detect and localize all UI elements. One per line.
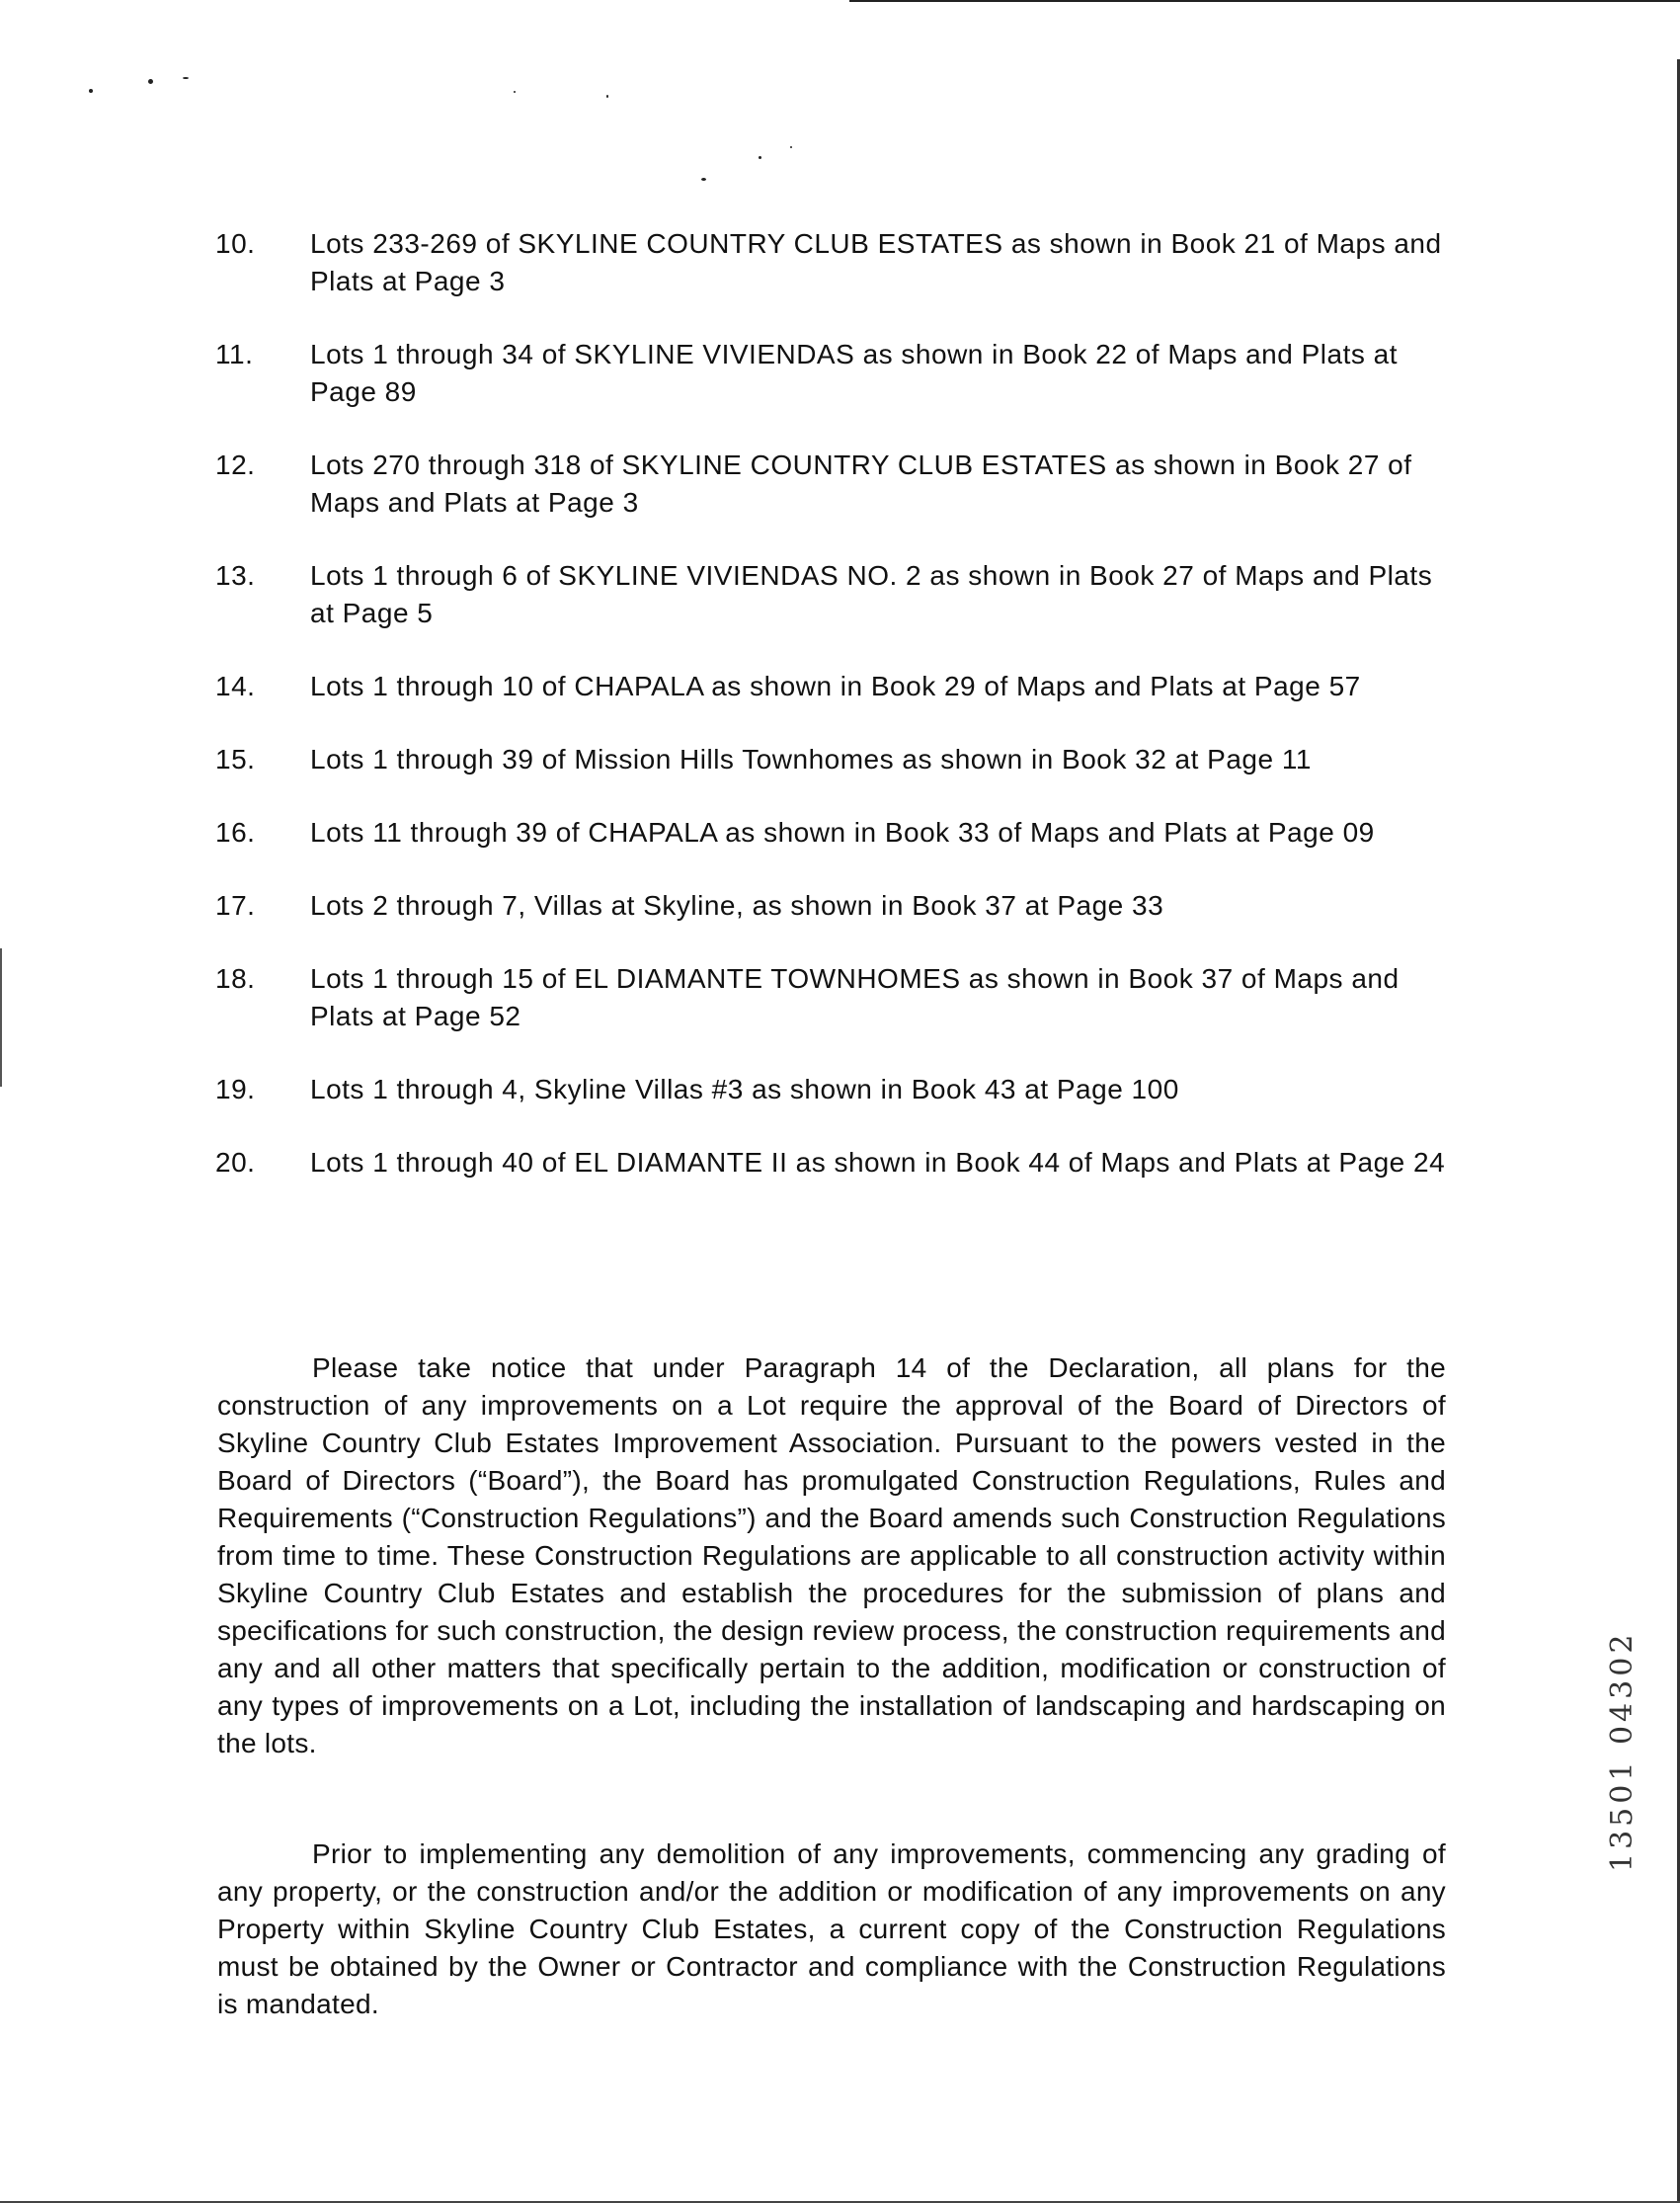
scan-speck	[148, 79, 153, 84]
item-text: Lots 1 through 6 of SKYLINE VIVIENDAS NO. 2 as shown in Book 27 of Maps and Plats at Page 5	[310, 560, 1433, 628]
scan-edge-top	[849, 0, 1680, 2]
item-number: 10.	[215, 228, 256, 259]
list-item	[215, 668, 1450, 705]
recording-number-stamp: 13501 04302	[1605, 1630, 1640, 1872]
item-number: 12.	[215, 449, 256, 480]
item-number: 17.	[215, 890, 256, 921]
scan-speck	[89, 89, 93, 93]
notice-paragraph: Please take notice that under Paragraph 14 of the Declaration, all plans for the construction of any improvements on a Lot require the approval of the Board of Directors of Skyline Country Club Estates Improvement Association. Pursuant to the powers vested in the Board of Directors (“Board”), the Board has promulgated Construction Regulations, Rules and Requirements (“Construction Regulations”) and the Board amends such Construction Regulations from time to time. These Construction Regulations are applicable to all construction activity within Skyline Country Club Estates and establish the procedures for the submission of plans and specifications for such construction, the design review process, the construction requirements and any and all other matters that specifically pertain to the addition, modification or construction of any types of improvements on a Lot, including the installation of landscaping and hardscaping on the lots.	[217, 1352, 1446, 1758]
prior-paragraph: Prior to implementing any demolition of any improvements, commencing any grading of any property, or the construction and/or the addition or modification of any improvements on any Property within Skyline Country Club Estates, a current copy of the Construction Regulations must be obtained by the Owner or Contractor and compliance with the Construction Regulations is mandated.	[217, 1838, 1446, 2019]
list-item	[215, 225, 1450, 300]
item-text: Lots 1 through 4, Skyline Villas #3 as shown in Book 43 at Page 100	[310, 1074, 1179, 1104]
list-item	[215, 557, 1450, 632]
list-item	[215, 887, 1450, 925]
scan-speck	[790, 146, 792, 148]
list-item	[215, 1071, 1450, 1108]
item-text: Lots 1 through 40 of EL DIAMANTE II as shown in Book 44 of Maps and Plats at Page 24	[310, 1147, 1446, 1178]
item-number: 18.	[215, 963, 256, 994]
item-number: 13.	[215, 560, 256, 591]
item-text: Lots 1 through 39 of Mission Hills Townhomes as shown in Book 32 at Page 11	[310, 744, 1312, 775]
list-item	[215, 814, 1450, 852]
item-text: Lots 233-269 of SKYLINE COUNTRY CLUB ESTATES as shown in Book 21 of Maps and Plats at Page 3	[310, 228, 1442, 296]
item-number: 19.	[215, 1074, 256, 1104]
list-item	[215, 741, 1450, 778]
list-item	[215, 336, 1450, 411]
item-number: 14.	[215, 671, 256, 701]
scan-edge-left-mark	[0, 948, 2, 1087]
item-number: 16.	[215, 817, 256, 848]
scan-speck	[606, 95, 608, 98]
item-number: 15.	[215, 744, 256, 775]
list-item	[215, 447, 1450, 522]
lot-list	[215, 225, 1450, 1217]
item-number: 11.	[215, 339, 254, 369]
item-text: Lots 11 through 39 of CHAPALA as shown in Book 33 of Maps and Plats at Page 09	[310, 817, 1375, 848]
item-text: Lots 1 through 15 of EL DIAMANTE TOWNHOMES as shown in Book 37 of Maps and Plats at Page 52	[310, 963, 1400, 1031]
list-item	[215, 960, 1450, 1035]
item-text: Lots 1 through 10 of CHAPALA as shown in Book 29 of Maps and Plats at Page 57	[310, 671, 1361, 701]
item-text: Lots 2 through 7, Villas at Skyline, as shown in Book 37 at Page 33	[310, 890, 1164, 921]
item-text: Lots 1 through 34 of SKYLINE VIVIENDAS as shown in Book 22 of Maps and Plats at Page 89	[310, 339, 1398, 407]
scan-speck	[701, 178, 706, 181]
scan-speck	[514, 91, 516, 93]
scan-speck	[759, 156, 761, 159]
item-text: Lots 270 through 318 of SKYLINE COUNTRY CLUB ESTATES as shown in Book 27 of Maps and Plats at Page 3	[310, 449, 1412, 518]
scan-speck	[183, 77, 189, 79]
list-item	[215, 1144, 1450, 1182]
item-number: 20.	[215, 1147, 256, 1178]
